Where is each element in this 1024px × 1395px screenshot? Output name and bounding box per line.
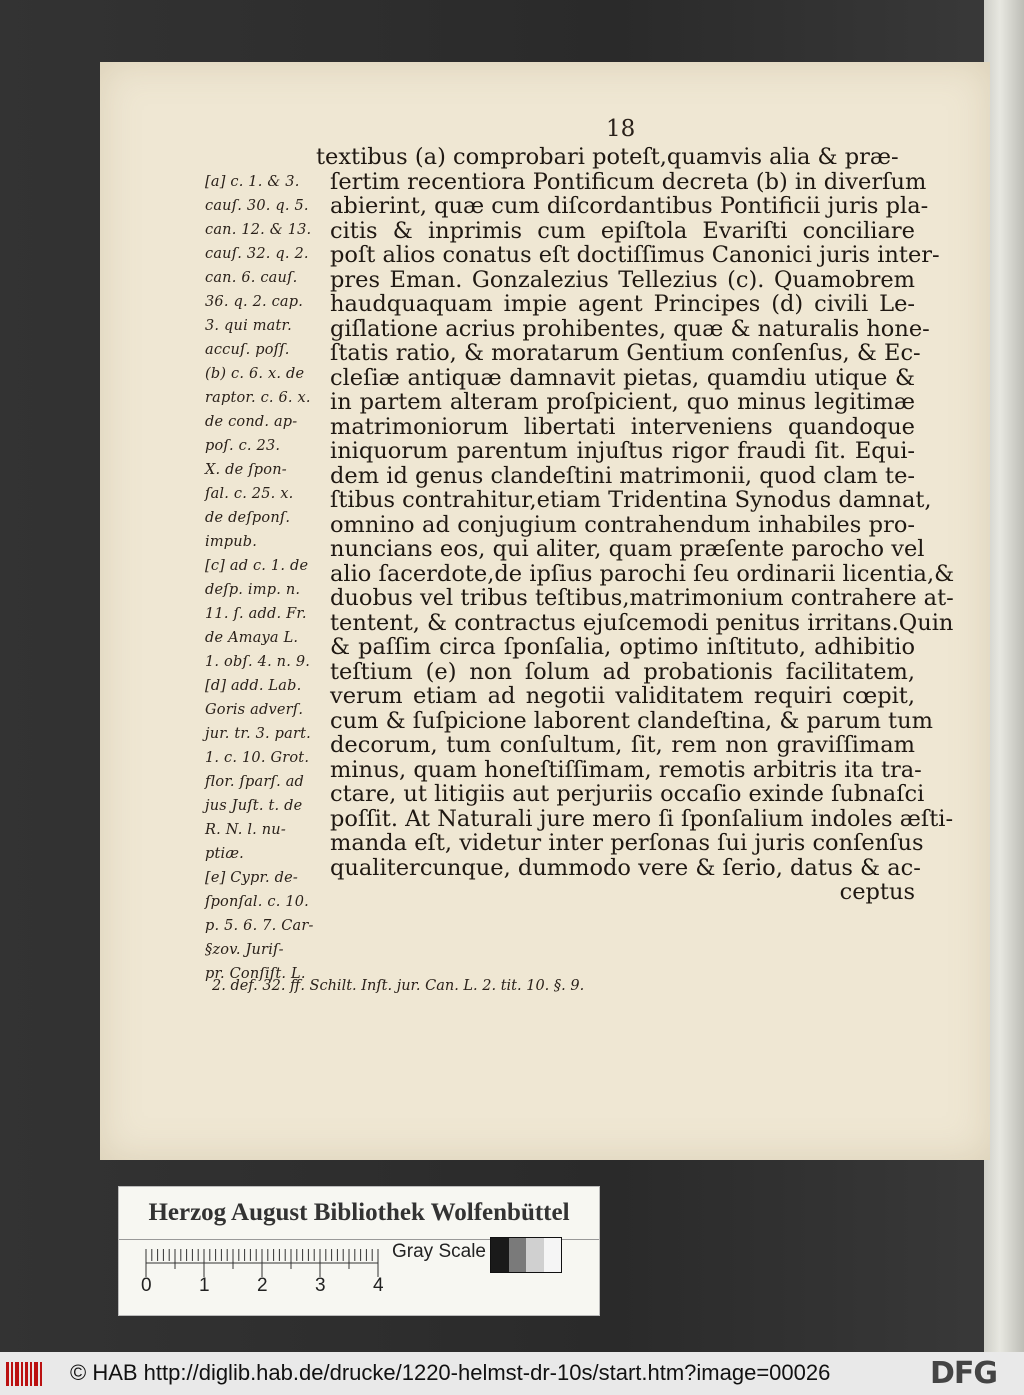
text-line: poſt alios conatus eſt doctiſſimus Canonici juris inter- <box>330 242 940 268</box>
margin-note-line: can. 6. cauſ. <box>205 270 298 286</box>
text-line: poſſit. At Naturali jure mero ſi ſponſalium indoles æſti- <box>330 805 954 832</box>
margin-note-line: de Amaya L. <box>205 630 299 646</box>
ruler-label: 2 <box>257 1275 268 1296</box>
text-line: ſtatis ratio, & moratarum Gentium conſenſus, & Ec- <box>330 340 921 366</box>
ruler-label: 3 <box>315 1275 326 1296</box>
margin-note-line: R. N. l. nu- <box>205 822 286 838</box>
text-line: teſtium (e) non ſolum ad probationis facilitatem, <box>330 658 915 685</box>
text-line: qualitercunque, dummodo vere & ſerio, datus & ac- <box>330 854 921 881</box>
ruler-label: 0 <box>141 1275 152 1296</box>
text-line: manda eſt, videtur inter perſonas ſui juris conſenſus <box>330 830 924 856</box>
gray-swatch <box>526 1238 544 1272</box>
text-line: minus, quam honeſtiſſimam, remotis arbitris ita tra- <box>330 756 922 783</box>
text-line: duobus vel tribus teſtibus,matrimonium contrahere at- <box>330 585 954 611</box>
text-line: tentent, & contractus ejuſcemodi penitus irritans.Quin <box>330 609 954 636</box>
margin-note-line: deſp. imp. n. <box>205 582 301 598</box>
margin-note-line: §zov. Juriſ- <box>205 942 284 958</box>
text-line: textibus (a) comprobari poteſt,quamvis alia & præ- <box>316 144 899 170</box>
text-line: nuncians eos, qui aliter, quam præſente parocho vel <box>330 536 925 562</box>
margin-note-line: pr. Conſiſt. L. <box>205 966 306 982</box>
margin-note-line: X. de ſpon- <box>205 462 287 478</box>
margin-note-line: 11. ſ. add. Fr. <box>205 606 307 622</box>
margin-note-line: 3. qui matr. <box>205 318 292 334</box>
ruler-label: 1 <box>199 1275 210 1296</box>
text-line: alio ſacerdote,de ipſius parochi ſeu ordinarii licentia,& <box>330 560 955 587</box>
margin-note-line: ſponſal. c. 10. <box>205 894 309 910</box>
margin-note-line: cauſ. 32. q. 2. <box>205 246 309 262</box>
text-line: matrimoniorum libertati interveniens quandoque <box>330 413 915 440</box>
gray-swatch <box>544 1238 562 1272</box>
text-line: cum & ſuſpicione laborent clandeſtina, & parum tum <box>330 707 933 734</box>
text-line: citis & inprimis cum epiſtola Evariſti conciliare <box>330 217 915 244</box>
text-line: giſlatione acrius prohibentes, quæ & naturalis hone- <box>330 315 930 342</box>
margin-note-line: (b) c. 6. x. de <box>205 366 305 382</box>
text-line: & paſſim circa ſponſalia, optimo inſtituto, adhibitio <box>330 634 915 660</box>
margin-note-line: 36. q. 2. cap. <box>205 294 304 310</box>
margin-note-line: poſ. c. 23. <box>205 438 281 454</box>
margin-note-line: ſal. c. 25. x. <box>205 486 294 502</box>
text-line: ctare, ut litigiis aut perjuriis occaſio exinde ſubnaſci <box>330 781 925 807</box>
gray-swatch <box>491 1238 509 1272</box>
margin-note-line: de cond. ap- <box>205 414 298 430</box>
text-line: dem id genus clandeſtini matrimonii, quod clam te- <box>330 462 915 489</box>
margin-note-line: de deſponſ. <box>205 510 291 526</box>
centimeter-ruler <box>144 1247 374 1277</box>
text-line: abierint, quæ cum diſcordantibus Pontificii juris pla- <box>330 193 929 219</box>
margin-note-line: jus Juſt. t. de <box>205 798 303 814</box>
margin-note-line: [a] c. 1. & 3. <box>205 174 300 190</box>
margin-note-line: impub. <box>205 534 258 550</box>
margin-note-line: 1. obſ. 4. n. 9. <box>205 654 311 670</box>
gray-scale-swatches <box>490 1237 562 1273</box>
text-line: verum etiam ad negotii validitatem requiri cœpit, <box>330 683 915 709</box>
adjacent-page-edge <box>984 0 1024 1352</box>
text-line: ceptus <box>839 879 915 905</box>
footnote-line: 2. def. 32. ff. Schilt. Inſt. jur. Can. L. 2. tit. 10. §. 9. <box>212 978 585 994</box>
library-name: Herzog August Bibliothek Wolfenbüttel <box>148 1199 570 1226</box>
gray-swatch <box>509 1238 527 1272</box>
ruler-label: 4 <box>373 1275 384 1296</box>
margin-notes <box>205 170 325 986</box>
margin-note-line: raptor. c. 6. x. <box>205 390 311 406</box>
text-line: haudquaquam impie agent Principes (d) civili Le- <box>330 291 915 317</box>
ruler-labels <box>141 1275 401 1301</box>
library-color-card <box>118 1186 600 1316</box>
text-line: pres Eman. Gonzalezius Tellezius (c). Quamobrem <box>330 266 915 293</box>
margin-note-line: cauſ. 30. q. 5. <box>205 198 309 214</box>
text-line: cleſiæ antiquæ damnavit pietas, quamdiu utique & <box>330 364 915 391</box>
margin-note-line: jur. tr. 3. part. <box>205 726 311 742</box>
margin-note-line: [d] add. Lab. <box>205 678 302 694</box>
margin-note-line: p. 5. 6. 7. Car- <box>205 918 314 934</box>
margin-note-line: accuſ. poſſ. <box>205 342 290 358</box>
margin-note-line: [e] Cypr. de- <box>205 870 298 886</box>
page-number: 18 <box>606 116 636 142</box>
barcode-icon <box>6 1360 42 1388</box>
text-line: iniquorum parentum injuſtus rigor fraudi ſit. Equi- <box>330 438 915 464</box>
text-line: decorum, tum conſultum, ſit, rem non graviſſimam <box>330 732 915 758</box>
margin-note-line: can. 12. & 13. <box>205 222 312 238</box>
gray-scale-label: Gray Scale <box>392 1241 486 1262</box>
text-line: in partem alteram proſpicient, quo minus legitimæ <box>330 389 915 415</box>
source-url[interactable]: © HAB http://diglib.hab.de/drucke/1220-helmst-dr-10s/start.htm?image=00026 <box>70 1360 831 1385</box>
dfg-logo: DFG <box>930 1356 998 1391</box>
margin-note-line: Goris adverſ. <box>205 702 304 718</box>
margin-note-line: [c] ad c. 1. de <box>205 558 309 574</box>
margin-note-line: flor. ſparſ. ad <box>205 774 305 790</box>
text-line: ſertim recentiora Pontificum decreta (b) in diverſum <box>330 168 927 195</box>
main-text <box>316 144 955 905</box>
text-line: omnino ad conjugium contrahendum inhabiles pro- <box>330 511 915 538</box>
margin-note-line: 1. c. 10. Grot. <box>205 750 310 766</box>
footer-bar <box>0 1352 1024 1395</box>
margin-note-line: ptiæ. <box>205 846 244 862</box>
text-line: ſtibus contrahitur,etiam Tridentina Synodus damnat, <box>330 487 932 513</box>
